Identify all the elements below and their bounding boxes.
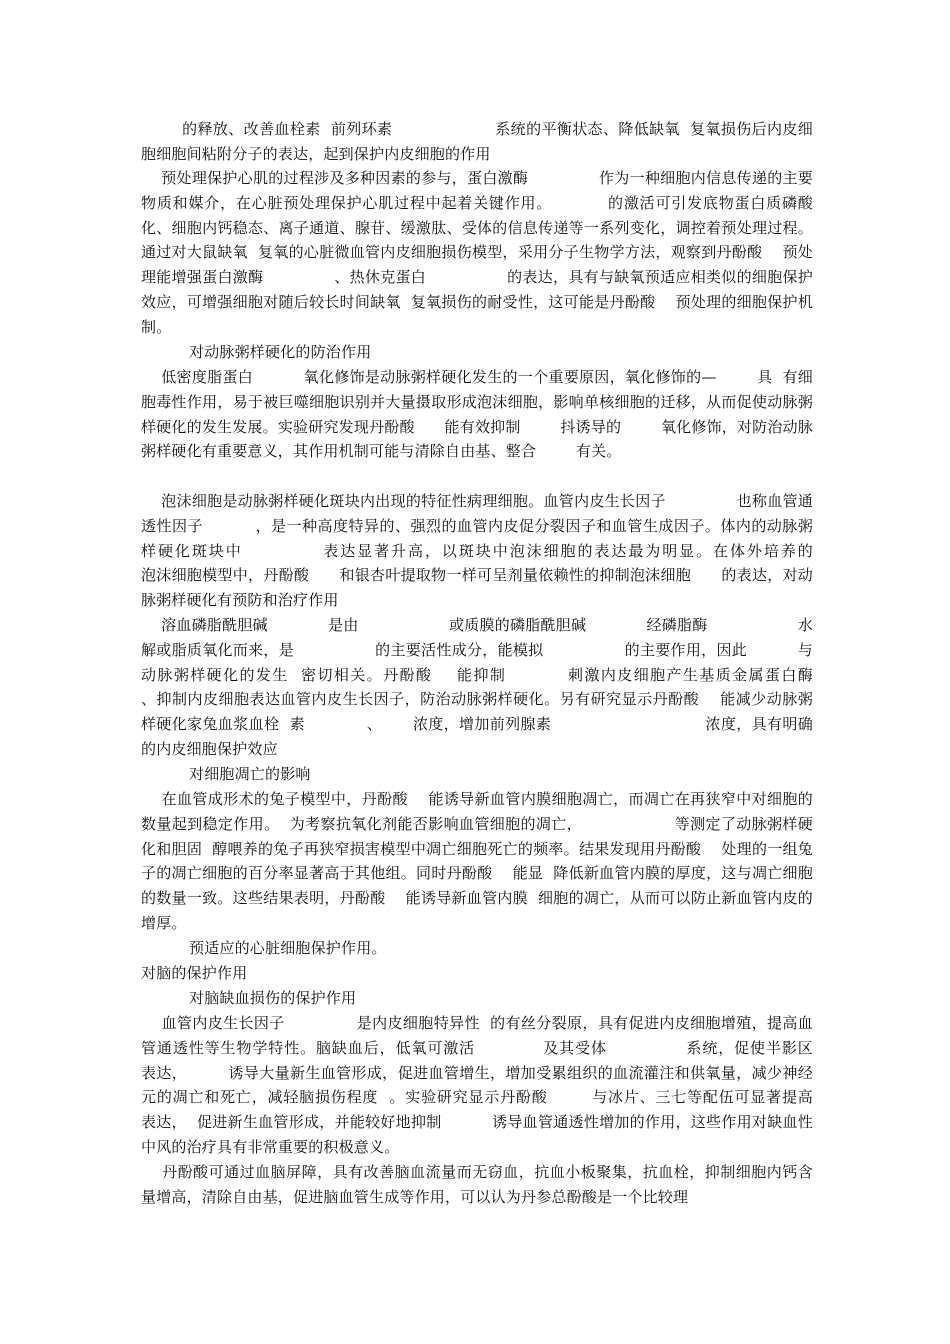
paragraph-lysophosphatidylcholine: 溶血磷脂酰胆碱 是由 或质膜的磷脂酰胆碱 经磷脂酶 水解或脂质氧化而来，是 的主要活性成分，能模拟 的主要作用，因此 与动脉粥样硬化的发生 密切相关。丹酚酸 能抑制 刺激内皮细胞产生基质金属蛋白酶 、抑制内皮细胞表达血管内皮生长因子，防治动脉粥样硬化。另有研究显示丹酚酸 能减少动脉粥样硬化家兔血浆血栓 素 、 浓度，增加前列腺素 浓度，具有明确的内皮细胞保护效应 (141, 616, 903, 758)
paragraph-foam-cells: 泡沫细胞是动脉粥样硬化斑块内出现的特征性病理细胞。血管内皮生长因子 也称血管通透性因子 ，是一种高度特异的、强烈的血管内皮促分裂因子和血管生成因子。体内的动脉粥样硬化斑块中 表达显著升高，以斑块中泡沫细胞的表达最为明显。在体外培养的 泡沫细胞模型中，丹酚酸 和银杏叶提取物一样可呈剂量依赖性的抑制泡沫细胞 的表达，对动脉粥样硬化有预防和治疗作用 (141, 492, 883, 610)
paragraph-vegf: 血管内皮生长因子 是内皮细胞特异性 的有丝分裂原，具有促进内皮细胞增殖，提高血管通透性等生物学特性。脑缺血后，低氧可激活 及其受体 系统，促使半影区 表达， 诱导大量新生血管形成，促进血管增生，增加受累组织的血流灌注和供氧量，减少神经元的凋亡和死亡，减轻脑损伤程度 。实验研究显示丹酚酸 与冰片、三七等配伍可显著提高 表达， 促进新生血管形成，并能较好地抑制 诱导血管通透性增加的作用，这些作用对缺血性中风的治疗具有非常重要的积极意义。 (141, 1014, 883, 1156)
section-heading-atherosclerosis: 对动脉粥样硬化的防治作用 (189, 343, 372, 361)
paragraph-blood-brain-barrier: 丹酚酸可通过血脑屏障，具有改善脑血流量而无窃血，抗血小板聚集，抗血栓，抑制细胞内钙含量增高，清除自由基，促进脑血管生成等作用，可以认为丹参总酚酸是一个比较理 (141, 1163, 813, 1206)
section-heading-cerebral-ischemia: 对脑缺血损伤的保护作用 (189, 989, 357, 1007)
paragraph-apoptosis: 在血管成形术的兔子模型中，丹酚酸 能诱导新血管内膜细胞凋亡，而凋亡在再狭窄中对细胞的数量起到稳定作用。 为考察抗氧化剂能否影响血管细胞的凋亡， 等测定了动脉粥样硬化和胆固 醇喂养的兔子再狭窄损害模型中凋亡细胞死亡的频率。结果发现用丹酚酸 处理的一组兔子的凋亡细胞的百分率显著高于其他组。同时丹酚酸 能显 降低新血管内膜的厚度，这与凋亡细胞的数量一致。这些结果表明，丹酚酸 能诱导新血管内膜 细胞的凋亡，从而可以防止新血管内皮的增厚。 (141, 790, 814, 932)
section-heading-brain-protection: 对脑的保护作用 (141, 964, 248, 982)
paragraph-preconditioning: 预处理保护心肌的过程涉及多种因素的参与，蛋白激酶 作为一种细胞内信息传递的主要物质和媒介，在心脏预处理保护心肌过程中起着关键作用。 的激活可引发底物蛋白质磷酸化、细胞内钙稳态、离子通道、腺苷、缓激肽、受体的信息传递等一系列变化，调控着预处理过程。通过对大鼠缺氧 复氧的心脏微血管内皮细胞损伤模型，采用分子生物学方法，观察到丹酚酸 预处理能增强蛋白激酶 、热休克蛋白 的表达，具有与缺氧预适应相类似的细胞保护效应，可增强细胞对随后较长时间缺氧 复氧损伤的耐受性，这可能是丹酚酸 预处理的细胞保护机制。 (141, 169, 813, 336)
paragraph-endothelial-protection: 的释放、改善血栓素 前列环素 系统的平衡状态、降低缺氧 复氧损伤后内皮细胞细胞间粘附分子的表达，起到保护内皮细胞的作用 (141, 120, 813, 163)
section-heading-apoptosis: 对细胞凋亡的影响 (189, 765, 311, 783)
paragraph-ldl-oxidation: 低密度脂蛋白 氧化修饰是动脉粥样硬化发生的一个重要原因，氧化修饰的— 具 有细胞毒性作用，易于被巨噬细胞识别并大量摄取形成泡沫细胞，影响单核细胞的迁移，从而促使动脉粥样硬化的发生发展。实验研究发现丹酚酸 能有效抑制 抖诱导的 氧化修饰，对防治动脉粥样硬化有重要意义，其作用机制可能与清除自由基、整合 有关。 (141, 368, 813, 461)
section-heading-cardiac-preconditioning: 预适应的心脏细胞保护作用。 (189, 939, 387, 957)
